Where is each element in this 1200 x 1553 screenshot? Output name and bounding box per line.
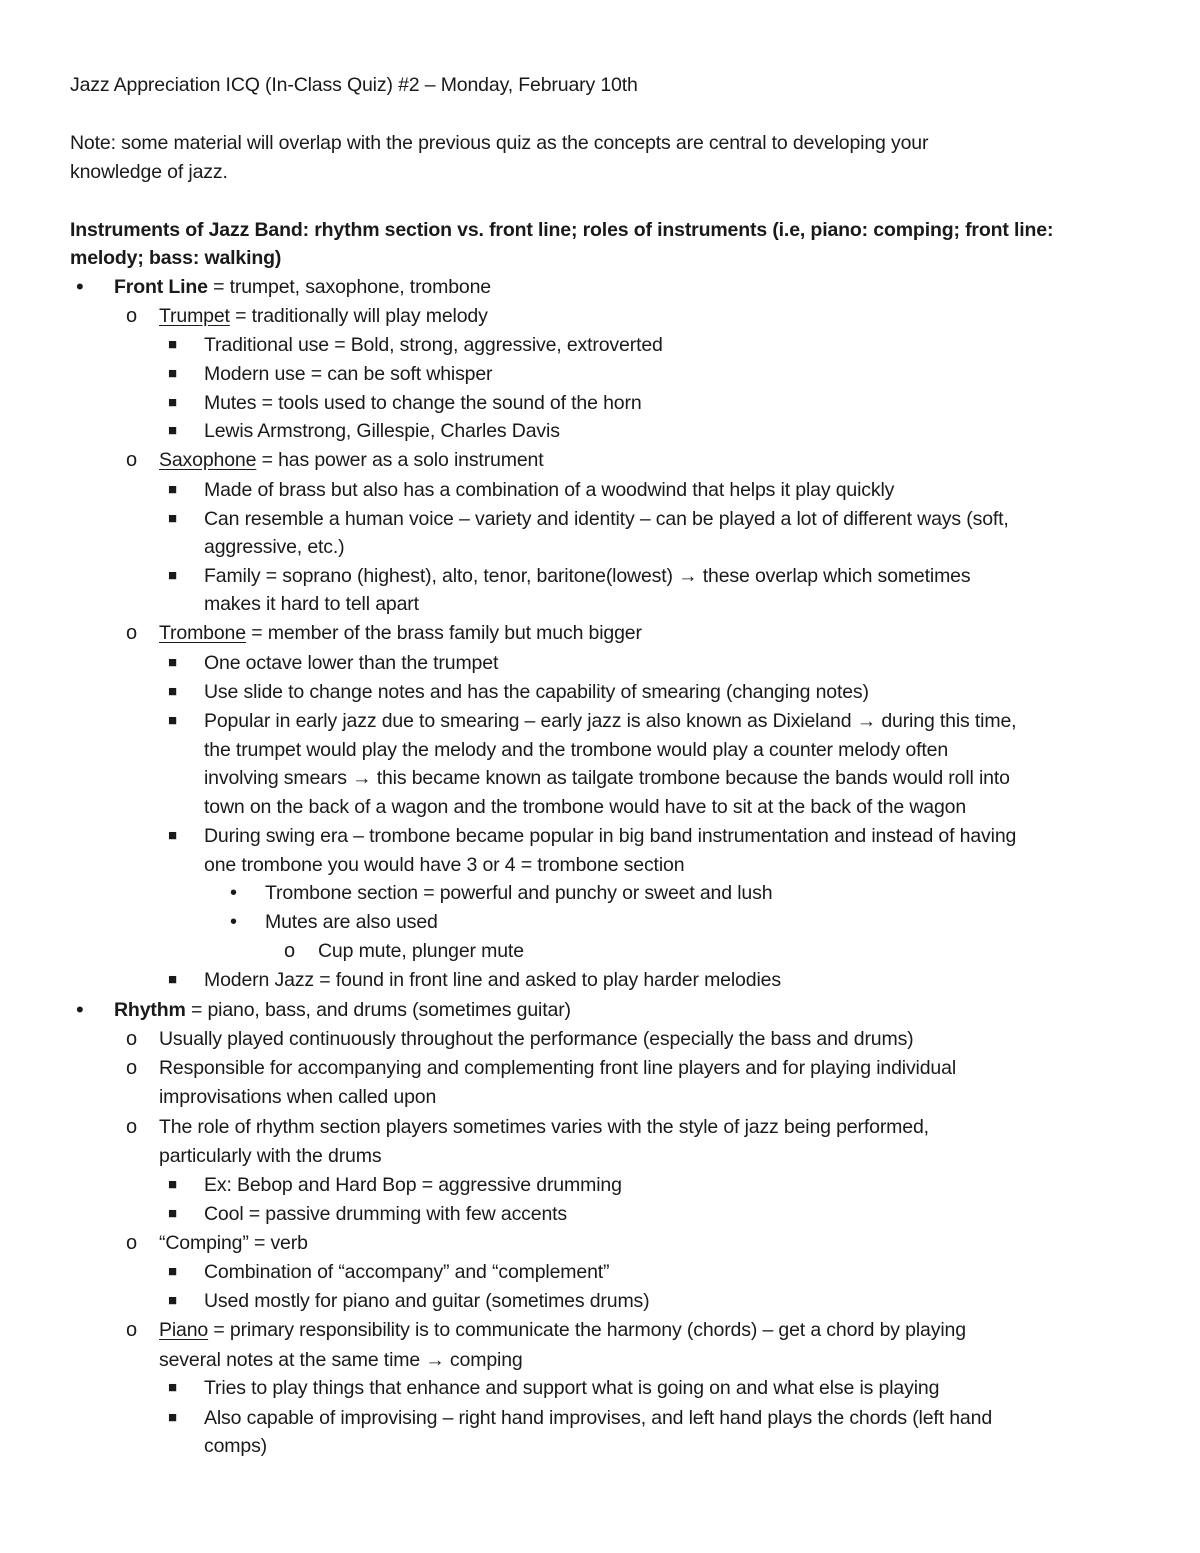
circle-bullet-icon: o bbox=[126, 1116, 138, 1138]
square-bullet-icon: ■ bbox=[168, 827, 178, 844]
square-bullet-icon: ■ bbox=[168, 654, 178, 671]
trumpet-text: = traditionally will play melody bbox=[229, 305, 488, 327]
saxophone-detail-cont: aggressive, etc.) bbox=[204, 536, 345, 558]
rhythm-text: = piano, bass, and drums (sometimes guitar) bbox=[185, 999, 571, 1021]
saxophone-detail: Family = soprano (highest), alto, tenor, baritone(lowest) → these overlap which sometimes bbox=[204, 565, 971, 587]
circle-bullet-icon: o bbox=[126, 1028, 138, 1050]
comping-detail: Used mostly for piano and guitar (sometimes drums) bbox=[204, 1290, 650, 1312]
square-bullet-icon: ■ bbox=[168, 422, 178, 439]
square-bullet-icon: ■ bbox=[168, 365, 178, 382]
saxophone-detail: Made of brass but also has a combination of a woodwind that helps it play quickly bbox=[204, 479, 895, 501]
piano-detail: Tries to play things that enhance and support what is going on and what else is playing bbox=[204, 1377, 940, 1399]
square-bullet-icon: ■ bbox=[168, 971, 178, 988]
rhythm-item bbox=[114, 997, 571, 1023]
bullet-icon: • bbox=[76, 997, 84, 1022]
piano-text: = primary responsibility is to communicate the harmony (chords) – get a chord by playing bbox=[208, 1319, 966, 1341]
section-heading-line-2: melody; bass: walking) bbox=[70, 247, 282, 269]
section-heading-line-1: Instruments of Jazz Band: rhythm section vs. front line; roles of instruments (i.e, piano: comping; front line: bbox=[70, 219, 1054, 241]
trombone-detail-cont: one trombone you would have 3 or 4 = trombone section bbox=[204, 854, 685, 876]
square-bullet-icon: ■ bbox=[168, 712, 178, 729]
front-line-text: = trumpet, saxophone, trombone bbox=[207, 276, 491, 298]
circle-bullet-icon: o bbox=[126, 622, 138, 644]
circle-bullet-icon: o bbox=[126, 1319, 138, 1341]
bullet-icon: • bbox=[76, 274, 84, 299]
trombone-label: Trombone bbox=[159, 622, 246, 644]
circle-bullet-icon: o bbox=[126, 305, 138, 327]
saxophone-detail: Can resemble a human voice – variety and identity – can be played a lot of different ways (soft, bbox=[204, 508, 1009, 530]
trombone-detail-cont: involving smears → this became known as tailgate trombone because the bands would roll into bbox=[204, 767, 1010, 789]
rhythm-detail-cont: particularly with the drums bbox=[159, 1145, 382, 1167]
square-bullet-icon: ■ bbox=[168, 1205, 178, 1222]
square-bullet-icon: ■ bbox=[168, 481, 178, 498]
trombone-text: = member of the brass family but much bigger bbox=[245, 622, 642, 644]
drum-example: Ex: Bebop and Hard Bop = aggressive drumming bbox=[204, 1174, 622, 1196]
square-bullet-icon: ■ bbox=[168, 1292, 178, 1309]
trombone-detail: Use slide to change notes and has the capability of smearing (changing notes) bbox=[204, 681, 869, 703]
bullet-icon: • bbox=[230, 882, 238, 904]
square-bullet-icon: ■ bbox=[168, 394, 178, 411]
trombone-detail-cont: town on the back of a wagon and the trombone would have to sit at the back of the wagon bbox=[204, 796, 967, 818]
front-line-item bbox=[114, 274, 491, 300]
piano-label: Piano bbox=[159, 1319, 209, 1341]
trumpet-detail: Lewis Armstrong, Gillespie, Charles Davis bbox=[204, 420, 560, 442]
trombone-section-item: Trombone section = powerful and punchy or sweet and lush bbox=[265, 882, 773, 904]
trumpet-detail: Modern use = can be soft whisper bbox=[204, 363, 493, 385]
comping-detail: Combination of “accompany” and “complement” bbox=[204, 1261, 610, 1283]
trumpet-detail: Mutes = tools used to change the sound of the horn bbox=[204, 392, 642, 414]
circle-bullet-icon: o bbox=[126, 449, 138, 471]
square-bullet-icon: ■ bbox=[168, 1176, 178, 1193]
rhythm-detail-cont: improvisations when called upon bbox=[159, 1086, 437, 1108]
page-title: Jazz Appreciation ICQ (In-Class Quiz) #2 – Monday, February 10th bbox=[70, 74, 638, 96]
comping-item: “Comping” = verb bbox=[159, 1232, 308, 1254]
rhythm-detail: Usually played continuously throughout the performance (especially the bass and drums) bbox=[159, 1028, 914, 1050]
rhythm-detail: The role of rhythm section players sometimes varies with the style of jazz being performed, bbox=[159, 1116, 929, 1138]
square-bullet-icon: ■ bbox=[168, 1409, 178, 1426]
front-line-label: Front Line bbox=[114, 276, 208, 298]
trombone-detail: One octave lower than the trumpet bbox=[204, 652, 499, 674]
piano-text-cont: several notes at the same time → comping bbox=[159, 1349, 523, 1371]
rhythm-label: Rhythm bbox=[114, 999, 186, 1021]
trumpet-item bbox=[159, 303, 488, 329]
trombone-detail-cont: the trumpet would play the melody and the trombone would play a counter melody often bbox=[204, 739, 949, 761]
note-line-2: knowledge of jazz. bbox=[70, 161, 228, 183]
square-bullet-icon: ■ bbox=[168, 1379, 178, 1396]
saxophone-label: Saxophone bbox=[159, 449, 257, 471]
circle-bullet-icon: o bbox=[284, 940, 296, 962]
square-bullet-icon: ■ bbox=[168, 1263, 178, 1280]
trombone-detail: During swing era – trombone became popular in big band instrumentation and instead of having bbox=[204, 825, 1017, 847]
trombone-item bbox=[159, 620, 642, 646]
circle-bullet-icon: o bbox=[126, 1232, 138, 1254]
trumpet-label: Trumpet bbox=[159, 305, 230, 327]
piano-detail: Also capable of improvising – right hand improvises, and left hand plays the chords (left hand bbox=[204, 1407, 993, 1429]
mute-types: Cup mute, plunger mute bbox=[318, 940, 524, 962]
square-bullet-icon: ■ bbox=[168, 336, 178, 353]
trombone-section-item: Mutes are also used bbox=[265, 911, 438, 933]
trombone-detail: Popular in early jazz due to smearing – early jazz is also known as Dixieland → during this time, bbox=[204, 710, 1017, 732]
piano-detail-cont: comps) bbox=[204, 1435, 268, 1457]
square-bullet-icon: ■ bbox=[168, 683, 178, 700]
bullet-icon: • bbox=[230, 911, 238, 933]
saxophone-detail-cont: makes it hard to tell apart bbox=[204, 593, 419, 615]
saxophone-item bbox=[159, 447, 544, 473]
trumpet-detail: Traditional use = Bold, strong, aggressive, extroverted bbox=[204, 334, 663, 356]
circle-bullet-icon: o bbox=[126, 1057, 138, 1079]
saxophone-text: = has power as a solo instrument bbox=[256, 449, 544, 471]
rhythm-detail: Responsible for accompanying and complementing front line players and for playing individual bbox=[159, 1057, 957, 1079]
piano-item bbox=[159, 1317, 966, 1343]
note-line-1: Note: some material will overlap with the previous quiz as the concepts are central to developing your bbox=[70, 132, 929, 154]
trombone-detail: Modern Jazz = found in front line and asked to play harder melodies bbox=[204, 969, 781, 991]
square-bullet-icon: ■ bbox=[168, 567, 178, 584]
square-bullet-icon: ■ bbox=[168, 510, 178, 527]
drum-example: Cool = passive drumming with few accents bbox=[204, 1203, 568, 1225]
